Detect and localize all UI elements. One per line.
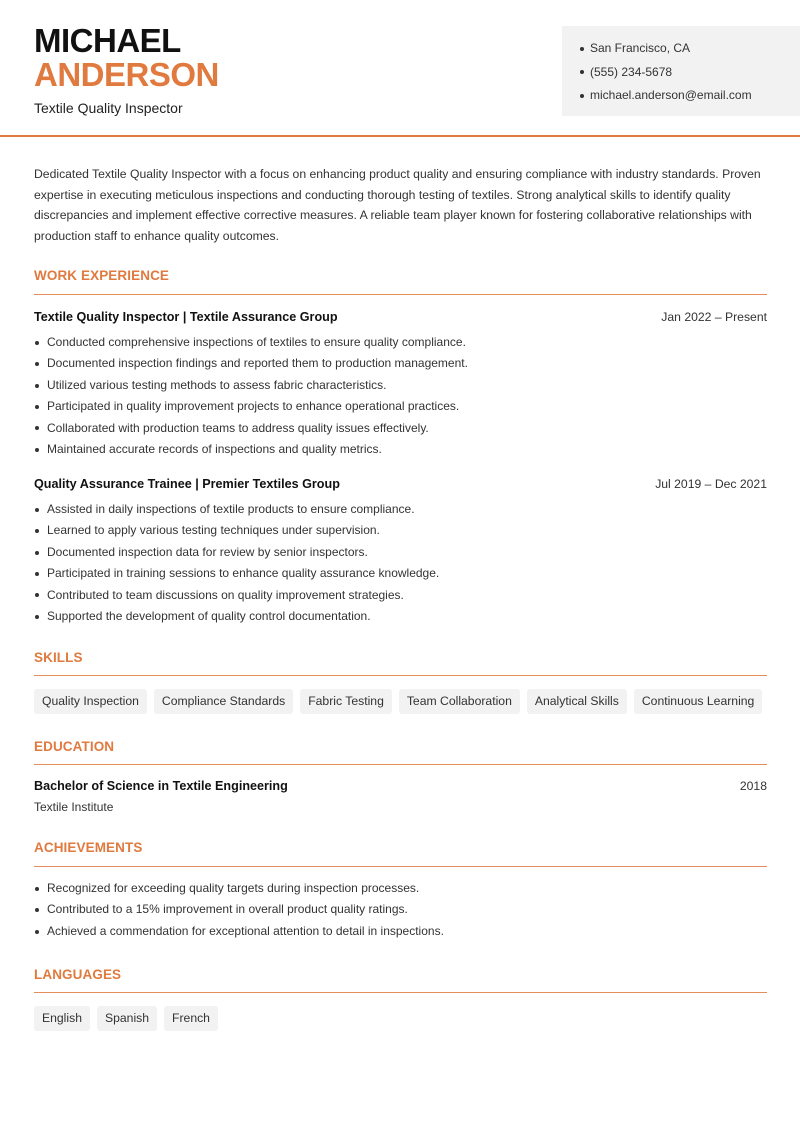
list-item-text: Recognized for exceeding quality targets during inspection processes. <box>47 881 420 895</box>
first-name: MICHAEL <box>34 22 181 59</box>
list-item <box>34 332 767 353</box>
language-chip: English <box>34 1006 90 1031</box>
job-bullet-list <box>34 499 767 627</box>
education-year: 2018 <box>739 779 767 793</box>
list-item <box>34 899 767 920</box>
email-text: michael.anderson@email.com <box>590 88 752 102</box>
list-item-text: Achieved a commendation for exceptional attention to detail in inspections. <box>47 923 444 938</box>
contact-box <box>562 26 800 116</box>
bullet-icon <box>35 615 39 619</box>
list-item-text: Learned to apply various testing techniques under supervision. <box>47 523 380 538</box>
bullet-icon <box>35 448 39 452</box>
list-item <box>34 585 767 606</box>
bullet-icon <box>35 426 39 430</box>
last-name: ANDERSON <box>34 56 219 93</box>
skill-chip: Fabric Testing <box>300 689 392 714</box>
section-title-education: EDUCATION <box>34 739 115 754</box>
section-title-work-experience: WORK EXPERIENCE <box>34 268 170 283</box>
language-chip: Spanish <box>97 1006 157 1031</box>
list-item <box>34 878 767 899</box>
achievements-list <box>34 878 767 942</box>
bullet-icon <box>35 572 39 576</box>
list-item <box>34 396 767 417</box>
section-title-achievements: ACHIEVEMENTS <box>34 840 143 855</box>
skill-chip: Quality Inspection <box>34 689 147 714</box>
summary-paragraph: Dedicated Textile Quality Inspector with a focus on enhancing product quality and ensuring compliance with industry standards. Proven expertise in executing meticulous inspections and conducting thorough testing of textiles. Strong analytical skills to identify quality discrepancies and implement effective corrective measures. A reliable team player known for fostering collaborative relationships with production staff to enhance quality outcomes. <box>34 167 761 244</box>
section-title-skills: SKILLS <box>34 650 83 665</box>
list-item <box>34 520 767 541</box>
list-item-text: Contributed to team discussions on quality improvement strategies. <box>47 587 404 602</box>
list-item-text: Participated in quality improvement projects to enhance operational practices. <box>47 399 460 414</box>
section-divider <box>34 992 767 993</box>
list-item <box>34 563 767 584</box>
section-divider <box>34 866 767 867</box>
job-header <box>34 310 767 324</box>
bullet-icon <box>35 551 39 555</box>
bullet-icon <box>35 930 39 934</box>
bullet-icon <box>580 94 584 98</box>
job-title: Textile Quality Inspector <box>34 100 183 116</box>
list-item-text: Assisted in daily inspections of textile products to ensure compliance. <box>47 502 415 516</box>
list-item-text: Collaborated with production teams to address quality issues effectively. <box>47 420 429 435</box>
phone-text: (555) 234-5678 <box>590 64 673 79</box>
list-item <box>34 375 767 396</box>
list-item <box>34 499 767 520</box>
list-item <box>34 353 767 374</box>
skills-chip-list <box>34 689 762 714</box>
list-item-text: Documented inspection findings and reported them to production management. <box>47 356 468 371</box>
job-dates: Jul 2019 – Dec 2021 <box>655 477 767 491</box>
list-item-text: Maintained accurate records of inspections and quality metrics. <box>47 442 382 457</box>
job-bullet-list <box>34 332 767 460</box>
education-degree: Bachelor of Science in Textile Engineering <box>34 779 288 793</box>
bullet-icon <box>35 405 39 409</box>
bullet-icon <box>35 341 39 345</box>
list-item <box>34 606 767 627</box>
skill-chip: Continuous Learning <box>634 689 762 714</box>
skill-chip: Compliance Standards <box>154 689 293 714</box>
list-item-text: Supported the development of quality control documentation. <box>47 609 371 624</box>
contact-phone <box>580 61 800 85</box>
list-item-text: Utilized various testing methods to assess fabric characteristics. <box>47 377 387 392</box>
job-dates: Jan 2022 – Present <box>661 310 767 324</box>
job-role: Textile Quality Inspector | Textile Assurance Group <box>34 310 338 324</box>
list-item-text: Conducted comprehensive inspections of textiles to ensure quality compliance. <box>47 335 466 349</box>
bullet-icon <box>35 529 39 533</box>
bullet-icon <box>35 384 39 388</box>
contact-location <box>580 37 800 61</box>
contact-email <box>580 84 800 108</box>
section-divider <box>34 294 767 295</box>
bullet-icon <box>580 47 584 51</box>
section-title-languages: LANGUAGES <box>34 967 122 982</box>
job-header <box>34 477 767 491</box>
list-item-text: Documented inspection data for review by senior inspectors. <box>47 544 368 559</box>
bullet-icon <box>35 362 39 366</box>
resume-header <box>0 0 800 137</box>
job-role: Quality Assurance Trainee | Premier Textiles Group <box>34 477 340 491</box>
location-text: San Francisco, CA <box>590 41 691 55</box>
languages-chip-list <box>34 1006 218 1031</box>
education-school: Textile Institute <box>34 800 114 814</box>
section-divider <box>34 675 767 676</box>
language-chip: French <box>164 1006 218 1031</box>
list-item <box>34 921 767 942</box>
skill-chip: Team Collaboration <box>399 689 520 714</box>
bullet-icon <box>35 508 39 512</box>
list-item-text: Contributed to a 15% improvement in overall product quality ratings. <box>47 902 408 917</box>
list-item <box>34 542 767 563</box>
section-divider <box>34 764 767 765</box>
bullet-icon <box>35 887 39 891</box>
bullet-icon <box>35 908 39 912</box>
list-item-text: Participated in training sessions to enhance quality assurance knowledge. <box>47 566 440 581</box>
bullet-icon <box>580 70 584 74</box>
bullet-icon <box>35 593 39 597</box>
list-item <box>34 418 767 439</box>
skill-chip: Analytical Skills <box>527 689 627 714</box>
list-item <box>34 439 767 460</box>
